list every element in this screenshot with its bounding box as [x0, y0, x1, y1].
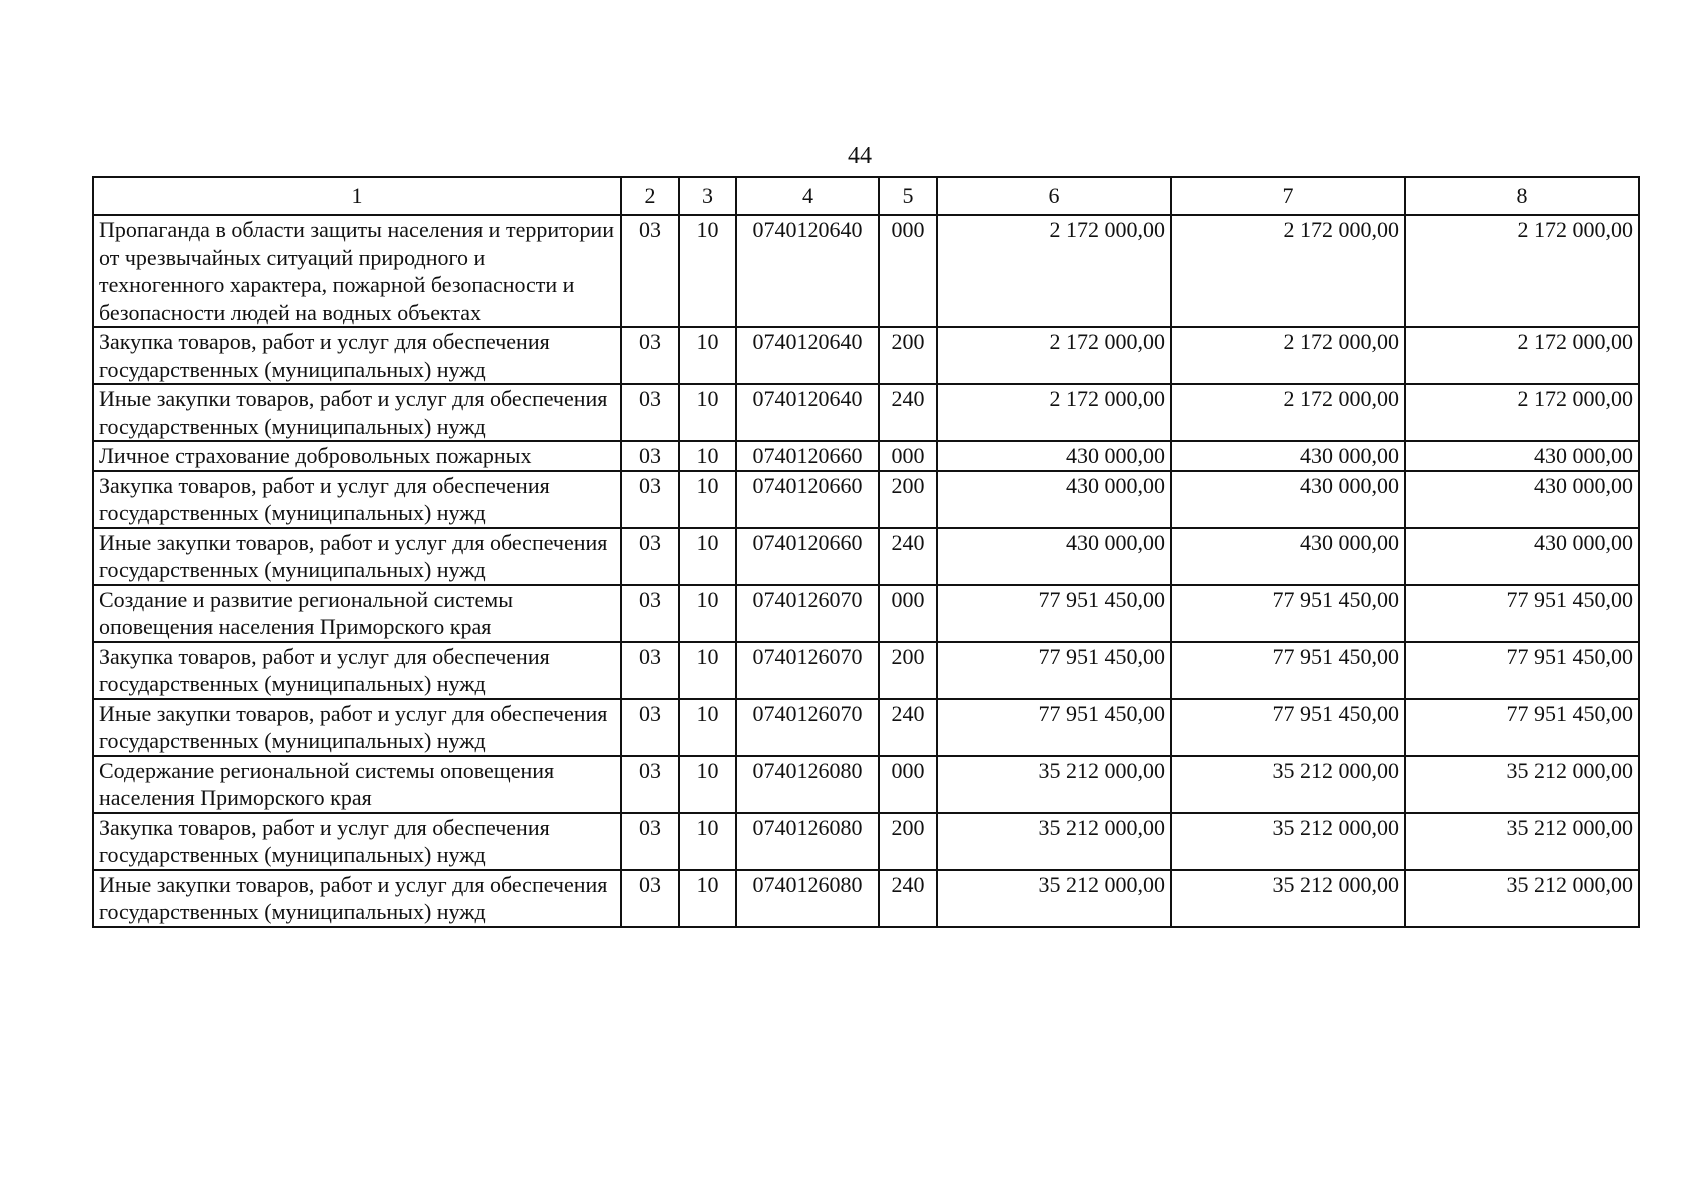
amount-col7: 2 172 000,00 — [1171, 215, 1405, 327]
section-code: 03 — [621, 528, 679, 585]
amount-col6: 430 000,00 — [937, 528, 1171, 585]
item-name: Содержание региональной системы оповещения населения Приморского края — [93, 756, 621, 813]
section-code: 03 — [621, 642, 679, 699]
amount-col7: 77 951 450,00 — [1171, 642, 1405, 699]
amount-col7: 35 212 000,00 — [1171, 813, 1405, 870]
subsection-code: 10 — [679, 215, 736, 327]
expense-type-code: 200 — [879, 327, 937, 384]
subsection-code: 10 — [679, 699, 736, 756]
section-code: 03 — [621, 813, 679, 870]
amount-col6: 430 000,00 — [937, 471, 1171, 528]
expense-type-code: 000 — [879, 756, 937, 813]
expense-type-code: 200 — [879, 642, 937, 699]
subsection-code: 10 — [679, 870, 736, 927]
amount-col6: 2 172 000,00 — [937, 384, 1171, 441]
target-article-code: 0740120660 — [736, 441, 879, 471]
amount-col8: 35 212 000,00 — [1405, 813, 1639, 870]
amount-col8: 35 212 000,00 — [1405, 756, 1639, 813]
amount-col8: 2 172 000,00 — [1405, 215, 1639, 327]
target-article-code: 0740126070 — [736, 699, 879, 756]
section-code: 03 — [621, 327, 679, 384]
column-header: 6 — [937, 177, 1171, 215]
item-name: Иные закупки товаров, работ и услуг для обеспечения государственных (муниципальных) нужд — [93, 870, 621, 927]
amount-col8: 77 951 450,00 — [1405, 699, 1639, 756]
amount-col6: 77 951 450,00 — [937, 699, 1171, 756]
amount-col7: 430 000,00 — [1171, 471, 1405, 528]
amount-col6: 2 172 000,00 — [937, 327, 1171, 384]
column-header: 8 — [1405, 177, 1639, 215]
item-name: Иные закупки товаров, работ и услуг для обеспечения государственных (муниципальных) нужд — [93, 699, 621, 756]
subsection-code: 10 — [679, 756, 736, 813]
amount-col7: 2 172 000,00 — [1171, 327, 1405, 384]
target-article-code: 0740126080 — [736, 813, 879, 870]
target-article-code: 0740120660 — [736, 528, 879, 585]
subsection-code: 10 — [679, 327, 736, 384]
subsection-code: 10 — [679, 441, 736, 471]
amount-col6: 35 212 000,00 — [937, 870, 1171, 927]
table-row — [93, 699, 1639, 756]
table-row — [93, 471, 1639, 528]
amount-col6: 35 212 000,00 — [937, 813, 1171, 870]
expense-type-code: 200 — [879, 471, 937, 528]
amount-col6: 77 951 450,00 — [937, 585, 1171, 642]
target-article-code: 0740120640 — [736, 384, 879, 441]
section-code: 03 — [621, 699, 679, 756]
amount-col8: 430 000,00 — [1405, 528, 1639, 585]
expense-type-code: 240 — [879, 699, 937, 756]
amount-col7: 35 212 000,00 — [1171, 756, 1405, 813]
column-header: 2 — [621, 177, 679, 215]
column-header: 7 — [1171, 177, 1405, 215]
item-name: Создание и развитие региональной системы оповещения населения Приморского края — [93, 585, 621, 642]
section-code: 03 — [621, 585, 679, 642]
item-name: Закупка товаров, работ и услуг для обеспечения государственных (муниципальных) нужд — [93, 471, 621, 528]
item-name: Закупка товаров, работ и услуг для обеспечения государственных (муниципальных) нужд — [93, 642, 621, 699]
target-article-code: 0740126070 — [736, 642, 879, 699]
table-row — [93, 756, 1639, 813]
amount-col8: 77 951 450,00 — [1405, 642, 1639, 699]
subsection-code: 10 — [679, 585, 736, 642]
table-row — [93, 585, 1639, 642]
amount-col8: 430 000,00 — [1405, 441, 1639, 471]
item-name: Иные закупки товаров, работ и услуг для обеспечения государственных (муниципальных) нужд — [93, 384, 621, 441]
subsection-code: 10 — [679, 642, 736, 699]
subsection-code: 10 — [679, 528, 736, 585]
expense-type-code: 000 — [879, 585, 937, 642]
column-header: 4 — [736, 177, 879, 215]
expense-type-code: 240 — [879, 528, 937, 585]
table-row — [93, 384, 1639, 441]
table-row — [93, 215, 1639, 327]
expense-type-code: 200 — [879, 813, 937, 870]
amount-col7: 35 212 000,00 — [1171, 870, 1405, 927]
target-article-code: 0740120640 — [736, 327, 879, 384]
expense-type-code: 000 — [879, 441, 937, 471]
amount-col6: 430 000,00 — [937, 441, 1171, 471]
section-code: 03 — [621, 215, 679, 327]
expense-type-code: 000 — [879, 215, 937, 327]
column-header: 1 — [93, 177, 621, 215]
section-code: 03 — [621, 384, 679, 441]
item-name: Закупка товаров, работ и услуг для обеспечения государственных (муниципальных) нужд — [93, 813, 621, 870]
target-article-code: 0740126080 — [736, 870, 879, 927]
amount-col7: 77 951 450,00 — [1171, 699, 1405, 756]
amount-col8: 2 172 000,00 — [1405, 384, 1639, 441]
amount-col7: 430 000,00 — [1171, 528, 1405, 585]
section-code: 03 — [621, 870, 679, 927]
amount-col7: 77 951 450,00 — [1171, 585, 1405, 642]
column-header: 3 — [679, 177, 736, 215]
column-number-row — [93, 177, 1639, 215]
page-number: 44 — [848, 143, 872, 169]
target-article-code: 0740120640 — [736, 215, 879, 327]
table-row — [93, 642, 1639, 699]
amount-col6: 77 951 450,00 — [937, 642, 1171, 699]
target-article-code: 0740126070 — [736, 585, 879, 642]
table-row — [93, 528, 1639, 585]
expense-type-code: 240 — [879, 870, 937, 927]
table-row — [93, 870, 1639, 927]
section-code: 03 — [621, 441, 679, 471]
table-row — [93, 813, 1639, 870]
subsection-code: 10 — [679, 384, 736, 441]
item-name: Иные закупки товаров, работ и услуг для обеспечения государственных (муниципальных) нужд — [93, 528, 621, 585]
subsection-code: 10 — [679, 471, 736, 528]
table-row — [93, 441, 1639, 471]
column-header: 5 — [879, 177, 937, 215]
item-name: Личное страхование добровольных пожарных — [93, 441, 621, 471]
amount-col7: 430 000,00 — [1171, 441, 1405, 471]
amount-col6: 35 212 000,00 — [937, 756, 1171, 813]
table-row — [93, 327, 1639, 384]
amount-col7: 2 172 000,00 — [1171, 384, 1405, 441]
budget-table — [92, 176, 1640, 928]
amount-col8: 2 172 000,00 — [1405, 327, 1639, 384]
amount-col6: 2 172 000,00 — [937, 215, 1171, 327]
target-article-code: 0740120660 — [736, 471, 879, 528]
item-name: Закупка товаров, работ и услуг для обеспечения государственных (муниципальных) нужд — [93, 327, 621, 384]
section-code: 03 — [621, 756, 679, 813]
subsection-code: 10 — [679, 813, 736, 870]
amount-col8: 35 212 000,00 — [1405, 870, 1639, 927]
section-code: 03 — [621, 471, 679, 528]
item-name: Пропаганда в области защиты населения и территории от чрезвычайных ситуаций природного и техногенного характера, пожарной безопасности и безопасности людей на водных объектах — [93, 215, 621, 327]
amount-col8: 77 951 450,00 — [1405, 585, 1639, 642]
target-article-code: 0740126080 — [736, 756, 879, 813]
expense-type-code: 240 — [879, 384, 937, 441]
amount-col8: 430 000,00 — [1405, 471, 1639, 528]
